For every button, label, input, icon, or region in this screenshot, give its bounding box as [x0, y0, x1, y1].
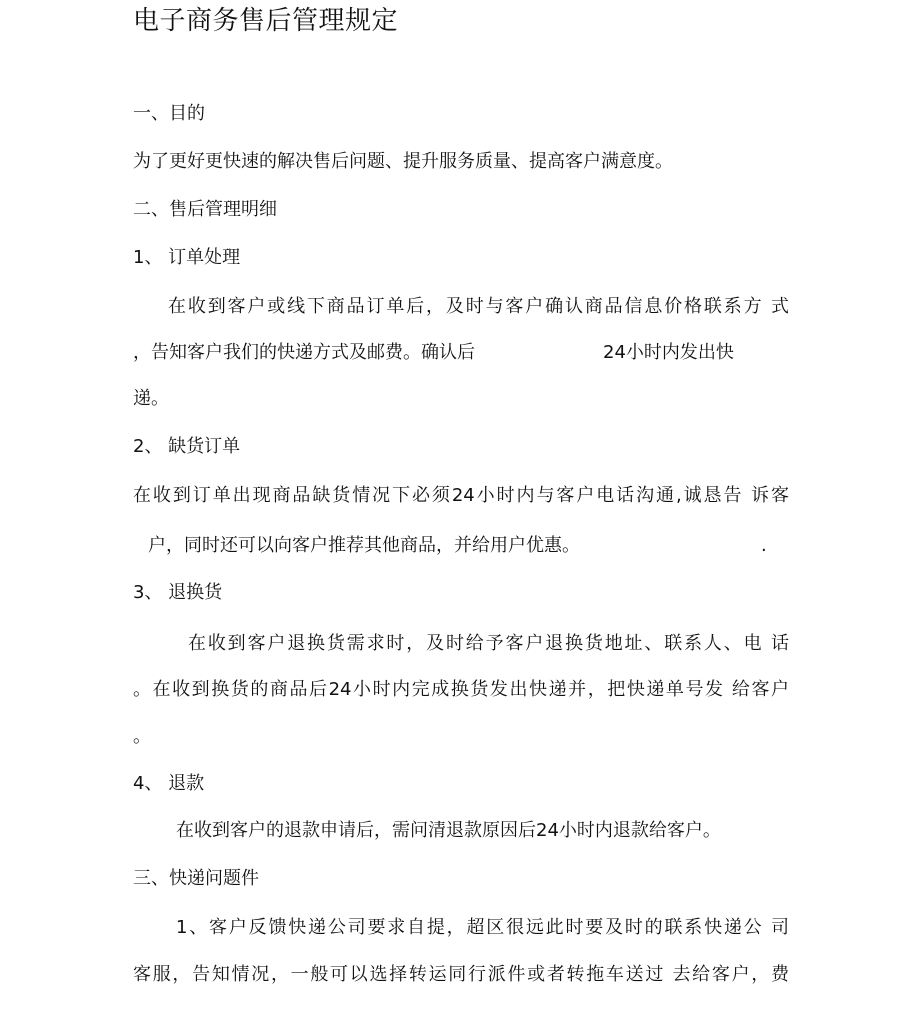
purpose-text: 为了更好更快速的解决售后问题、提升服务质量、提高客户满意度。	[133, 151, 673, 172]
return-exchange-line-1: 在收到客户退换货需求时，及时给予客户退换货地址、联系人、电 话	[188, 633, 789, 654]
document-title: 电子商务售后管理规定	[133, 6, 399, 36]
express-issues-line-1: 1、客户反馈快递公司要求自提，超区很远此时要及时的联系快递公 司	[176, 917, 789, 938]
order-processing-line-2-tail: 24小时内发出快	[603, 342, 734, 363]
out-of-stock-line-1: 在收到订单出现商品缺货情况下必须24小时内与客户电话沟通,诚恳告 诉客	[133, 485, 789, 506]
item-heading-return-exchange: 3、 退换货	[133, 582, 223, 603]
order-processing-line-3: 递。	[133, 388, 169, 409]
section-heading-express-issues: 三、快递问题件	[133, 868, 259, 889]
section-heading-purpose: 一、目的	[133, 103, 205, 124]
express-issues-line-2: 客服，告知情况，一般可以选择转运同行派件或者转拖车送过 去给客户，费	[133, 964, 789, 985]
return-exchange-line-3: 。	[133, 726, 151, 747]
order-processing-line-2: ，告知客户我们的快递方式及邮费。确认后	[133, 342, 475, 363]
refund-line-1: 在收到客户的退款申请后，需问清退款原因后24小时内退款给客户。	[176, 820, 721, 841]
section-heading-details: 二、售后管理明细	[133, 199, 277, 220]
order-processing-line-1: 在收到客户或线下商品订单后，及时与客户确认商品信息价格联系方 式	[168, 296, 789, 317]
out-of-stock-line-2: 户，同时还可以向客户推荐其他商品，并给用户优惠。	[148, 535, 580, 556]
item-heading-refund: 4、 退款	[133, 773, 205, 794]
item-heading-order-processing: 1、 订单处理	[133, 247, 241, 268]
item-heading-out-of-stock: 2、 缺货订单	[133, 436, 241, 457]
out-of-stock-line-2-dot: .	[761, 535, 767, 556]
return-exchange-line-2: 。在收到换货的商品后24小时内完成换货发出快递并，把快递单号发 给客户	[133, 679, 789, 700]
